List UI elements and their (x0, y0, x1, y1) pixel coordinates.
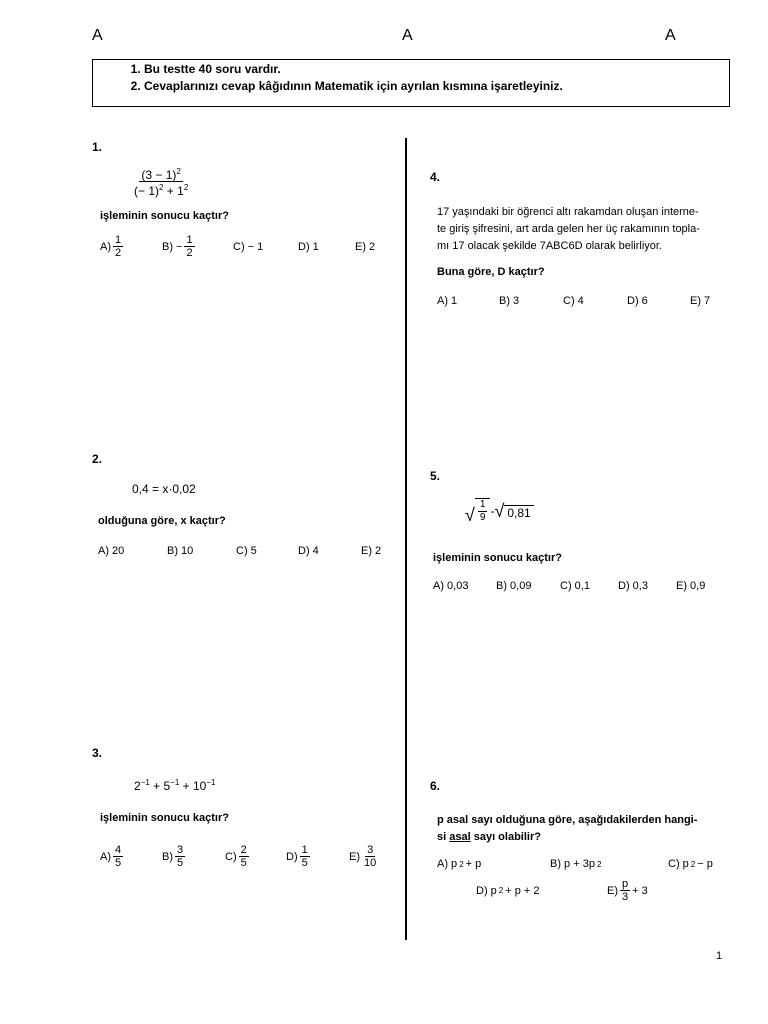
option-b: B) 0,09 (496, 580, 532, 592)
instructions-list (93, 61, 729, 95)
page-number: 1 (716, 950, 723, 962)
option-c: C) p 2 − p (668, 858, 713, 870)
question-5-number: 5. (430, 469, 441, 483)
question-2-prompt: olduğuna göre, x kaçtır? (98, 515, 226, 527)
question-2-number: 2. (92, 452, 103, 466)
question-1-options (100, 234, 400, 259)
question-3-expression: $2^{-1} + 5^{-1} + 10^{-1}$ (134, 778, 216, 793)
instructions-box (92, 59, 730, 107)
column-divider (405, 138, 407, 940)
option-b: B) p + 3p 2 (550, 858, 602, 870)
question-3-number: 3. (92, 746, 103, 760)
option-c: C) 4 (563, 295, 584, 307)
stem-line: te giriş şifresini, art arda gelen her üç rakamının topla- (437, 223, 700, 235)
booklet-letter-right: A (665, 27, 676, 44)
option-a: A) 0,03 (433, 580, 469, 592)
instruction-item: 1. Bu testte 40 soru vardır. (144, 61, 729, 78)
option-a: A) $\frac{4}{5}$ (100, 844, 122, 869)
question-5-expression: √ $\frac{1}{9}$ - √ 0,81 (465, 498, 534, 524)
question-3-options (100, 844, 400, 869)
question-2-options (98, 545, 398, 557)
question-1-expression: $\frac{(3 - 1)^2}{(- 1)^2 + 1^2}$ (134, 167, 189, 198)
option-e: E) 0,9 (676, 580, 706, 592)
option-d: D) 6 (627, 295, 648, 307)
booklet-letter-left: A (92, 27, 103, 44)
question-6-options-row-1 (437, 858, 727, 870)
option-d: D) 1 (298, 240, 319, 253)
option-a: A) p 2 + p (437, 858, 482, 870)
option-e: E) $\frac{p}{3}$ + 3 (607, 878, 648, 903)
option-b: B) − $\frac{1}{2}$ (162, 234, 193, 259)
option-c: C) 0,1 (560, 580, 590, 592)
stem-line: si asal sayı olabilir? (437, 831, 541, 843)
question-4-number: 4. (430, 170, 441, 184)
option-e: E) 7 (690, 295, 711, 307)
booklet-letter-center: A (402, 27, 413, 44)
square-root-2: √ 0,81 (494, 502, 533, 520)
stem-line: 17 yaşındaki bir öğrenci altı rakamdan oluşan interne- (437, 206, 699, 218)
question-2-expression: 0,4 = x·0,02 (132, 482, 196, 496)
option-c: C) 5 (236, 545, 257, 557)
option-d: D) 4 (298, 545, 319, 557)
option-b: B) 3 (499, 295, 520, 307)
square-root-1: √ $\frac{1}{9}$ (465, 498, 490, 524)
stem-line: p asal sayı olduğuna göre, aşağıdakilerden hangi- (437, 814, 698, 826)
question-5-prompt: işleminin sonucu kaçtır? (433, 552, 562, 564)
question-1-prompt: işleminin sonucu kaçtır? (100, 210, 229, 222)
option-d: D) $\frac{1}{5}$ (286, 844, 308, 869)
question-6-stem (437, 812, 727, 846)
instruction-item: 2. Cevaplarınızı cevap kâğıdının Matematik için ayrılan kısmına işaretleyiniz. (144, 78, 729, 95)
question-5-options (433, 580, 723, 592)
question-1-number: 1. (92, 140, 103, 154)
question-4-options (437, 295, 727, 307)
question-6-number: 6. (430, 779, 441, 793)
option-b: B) 10 (167, 545, 194, 557)
stem-line: mı 17 olacak şekilde 7ABC6D olarak belirliyor. (437, 240, 662, 252)
option-c: C) $\frac{2}{5}$ (225, 844, 247, 869)
option-c: C) − 1 (233, 240, 264, 253)
option-d: D) 0,3 (618, 580, 648, 592)
option-a: A) $\frac{1}{2}$ (100, 234, 122, 259)
question-3-prompt: işleminin sonucu kaçtır? (100, 812, 229, 824)
option-e: E) 2 (355, 240, 376, 253)
option-a: A) 1 (437, 295, 458, 307)
question-6-options-row-2 (476, 878, 726, 903)
question-4-prompt: Buna göre, D kaçtır? (437, 266, 545, 278)
question-4-stem (437, 204, 727, 255)
option-e: E) $\frac{3}{10}$ (349, 844, 377, 869)
option-e: E) 2 (361, 545, 382, 557)
option-a: A) 20 (98, 545, 125, 557)
option-d: D) p 2 + p + 2 (476, 884, 540, 897)
option-b: B) $\frac{3}{5}$ (162, 844, 184, 869)
